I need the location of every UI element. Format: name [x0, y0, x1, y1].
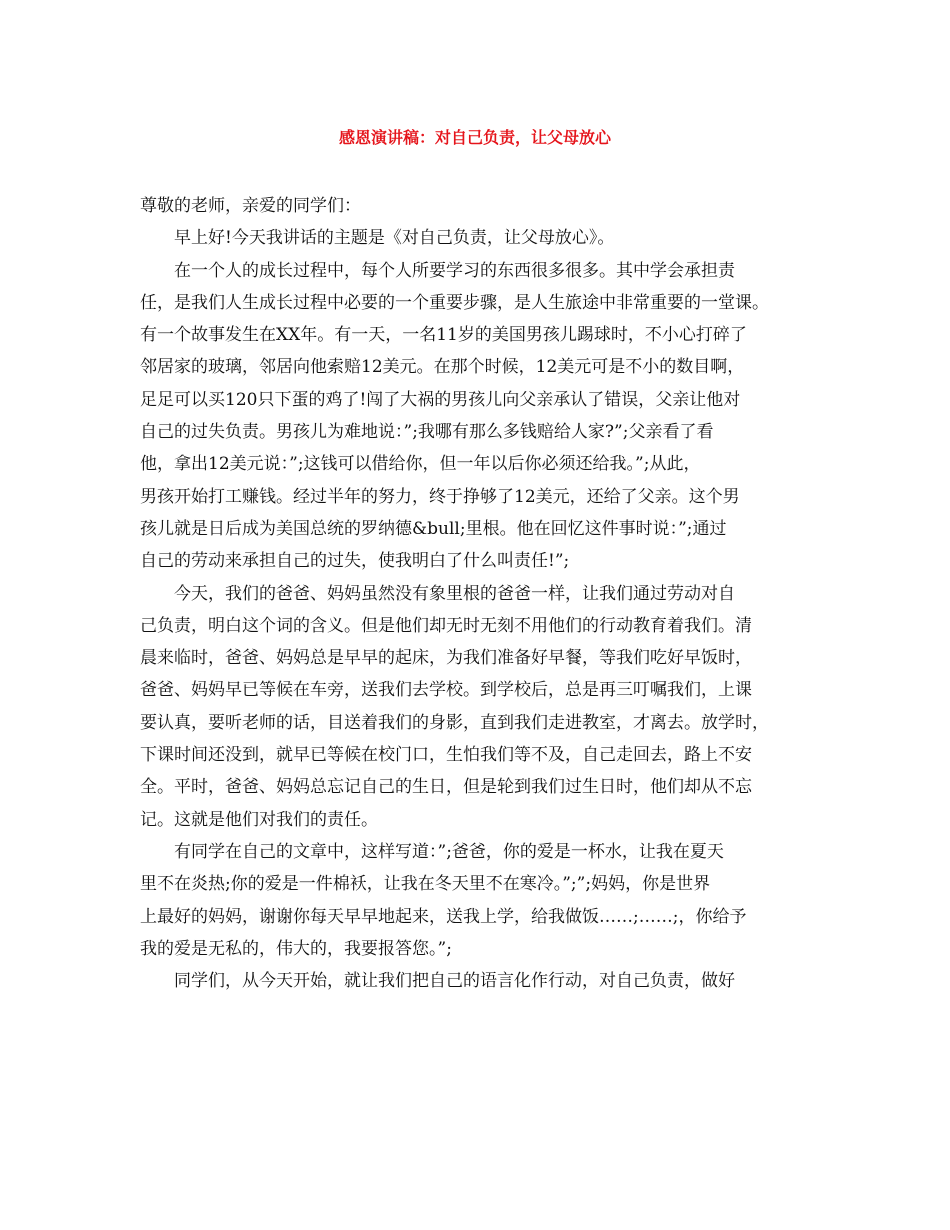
paragraph-line: 要认真，要听老师的话，目送着我们的身影，直到我们走进教室，才离去。放学时，: [140, 712, 769, 733]
paragraph-line: 下课时间还没到，就早已等候在校门口，生怕我们等不及，自己走回去，路上不安: [140, 745, 752, 766]
paragraph-line: 孩儿就是日后成为美国总统的罗纳德&bull;里根。他在回忆这件事时说：”;通过: [140, 518, 727, 539]
paragraph-line: 在一个人的成长过程中，每个人所要学习的东西很多很多。其中学会承担责: [174, 260, 735, 281]
paragraph-line: 任，是我们人生成长过程中必要的一个重要步骤，是人生旅途中非常重要的一堂课。: [140, 292, 769, 313]
paragraph-line: 记。这就是他们对我们的责任。: [140, 809, 378, 830]
paragraph-line: 今天，我们的爸爸、妈妈虽然没有象里根的爸爸一样，让我们通过劳动对自: [174, 583, 735, 604]
paragraph-line: 爸爸、妈妈早已等候在车旁，送我们去学校。到学校后，总是再三叮嘱我们，上课: [140, 680, 752, 701]
document-body: [140, 190, 820, 997]
paragraph-line: 上最好的妈妈，谢谢你每天早早地起来，送我上学，给我做饭……;……;，你给予: [140, 906, 747, 927]
paragraph-line: 同学们，从今天开始，就让我们把自己的语言化作行动，对自己负责，做好: [174, 971, 735, 992]
paragraph-line: 晨来临时，爸爸、妈妈总是早早的起床，为我们准备好早餐，等我们吃好早饭时，: [140, 648, 752, 669]
paragraph-line: 早上好!今天我讲话的主题是《对自己负责，让父母放心》。: [174, 228, 615, 249]
paragraph-line: 男孩开始打工赚钱。经过半年的努力，终于挣够了12美元，还给了父亲。这个男: [140, 486, 740, 507]
paragraph-line: 自己的劳动来承担自己的过失，使我明白了什么叫责任!”;: [140, 551, 570, 572]
paragraph-line: 有同学在自己的文章中，这样写道：”;爸爸，你的爱是一杯水，让我在夏天: [174, 841, 724, 862]
document-title: 感恩演讲稿：对自己负责，让父母放心: [338, 128, 611, 147]
paragraph-line: 有一个故事发生在XX年。有一天，一名11岁的美国男孩儿踢球时，不小心打碎了: [140, 325, 747, 346]
paragraph-line: 我的爱是无私的，伟大的，我要报答您。”;: [140, 938, 452, 959]
salutation-line: 尊敬的老师，亲爱的同学们：: [140, 196, 361, 216]
paragraph-line: 他，拿出12美元说：”;这钱可以借给你，但一年以后你必须还给我。”;从此，: [140, 454, 701, 475]
paragraph-line: 足足可以买120只下蛋的鸡了!闯了大祸的男孩儿向父亲承认了错误，父亲让他对: [140, 389, 741, 410]
paragraph-line: 全。平时，爸爸、妈妈总忘记自己的生日，但是轮到我们过生日时，他们却从不忘: [140, 777, 752, 798]
paragraph-line: 自己的过失负责。男孩儿为难地说：”;我哪有那么多钱赔给人家?”;父亲看了看: [140, 422, 714, 443]
paragraph-line: 己负责，明白这个词的含义。但是他们却无时无刻不用他们的行动教育着我们。清: [140, 615, 752, 636]
paragraph-line: 里不在炎热;你的爱是一件棉袄，让我在冬天里不在寒冷。”;”;妈妈，你是世界: [140, 874, 711, 895]
paragraph-line: 邻居家的玻璃，邻居向他索赔12美元。在那个时候，12美元可是不小的数目啊，: [140, 357, 745, 378]
